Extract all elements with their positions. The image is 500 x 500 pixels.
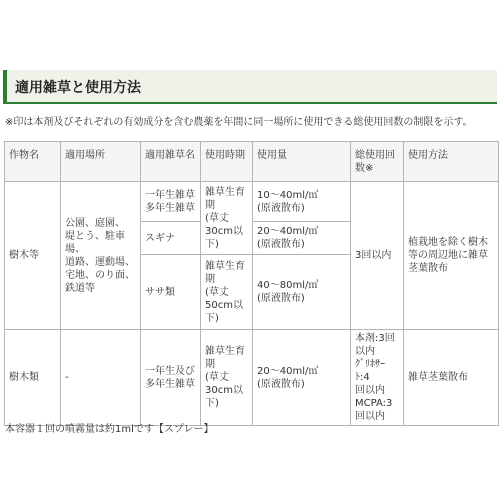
time-cell: 雑草生育 期 (草丈 50cm以 下) bbox=[201, 255, 253, 330]
header-method: 使用方法 bbox=[404, 142, 499, 182]
usage-note: ※印は本剤及びそれぞれの有効成分を含む農薬を年間に同一場所に使用できる総使用回数の制限を示す。 bbox=[5, 117, 473, 128]
header-amount: 使用量 bbox=[253, 142, 351, 182]
header-crop: 作物名 bbox=[5, 142, 61, 182]
place-cell: - bbox=[61, 330, 141, 426]
weed-cell: スギナ bbox=[141, 222, 201, 255]
crop-cell: 樹木類 bbox=[5, 330, 61, 426]
table-header-row bbox=[5, 142, 499, 182]
amount-cell: 40～80ml/㎡ (原液散布) bbox=[253, 255, 351, 330]
usage-table bbox=[4, 141, 499, 426]
place-cell: 公園、庭園、 堤とう、駐車 場、 道路、運動場、 宅地、のり面、 鉄道等 bbox=[61, 182, 141, 330]
spray-note: 本容器１回の噴霧量は約1mlです【スプレー】 bbox=[5, 424, 214, 435]
table-row bbox=[5, 182, 499, 222]
crop-cell: 樹木等 bbox=[5, 182, 61, 330]
header-total: 総使用回数※ bbox=[351, 142, 404, 182]
header-weed: 適用雑草名 bbox=[141, 142, 201, 182]
time-cell: 雑草生育 期 (草丈 30cm以 下) bbox=[201, 330, 253, 426]
weed-cell: 一年生及び 多年生雑草 bbox=[141, 330, 201, 426]
section-title: 適用雑草と使用方法 bbox=[15, 80, 141, 96]
section-title-bar bbox=[3, 70, 497, 102]
total-cell: 本剤:3回 以内 ｸﾞﾘﾎｻｰﾄ:4 回以内 MCPA:3 回以内 bbox=[351, 330, 404, 426]
total-cell: 3回以内 bbox=[351, 182, 404, 330]
time-cell: 雑草生育 期 (草丈 30cm以 下) bbox=[201, 182, 253, 255]
header-time: 使用時期 bbox=[201, 142, 253, 182]
amount-cell: 20～40ml/㎡ (原液散布) bbox=[253, 330, 351, 426]
amount-cell: 20～40ml/㎡ (原液散布) bbox=[253, 222, 351, 255]
header-place: 適用場所 bbox=[61, 142, 141, 182]
method-cell: 植栽地を除く樹木 等の周辺地に雑草 茎葉散布 bbox=[404, 182, 499, 330]
table-row bbox=[5, 330, 499, 426]
amount-cell: 10～40ml/㎡ (原液散布) bbox=[253, 182, 351, 222]
method-cell: 雑草茎葉散布 bbox=[404, 330, 499, 426]
weed-cell: ササ類 bbox=[141, 255, 201, 330]
weed-cell: 一年生雑草 多年生雑草 bbox=[141, 182, 201, 222]
